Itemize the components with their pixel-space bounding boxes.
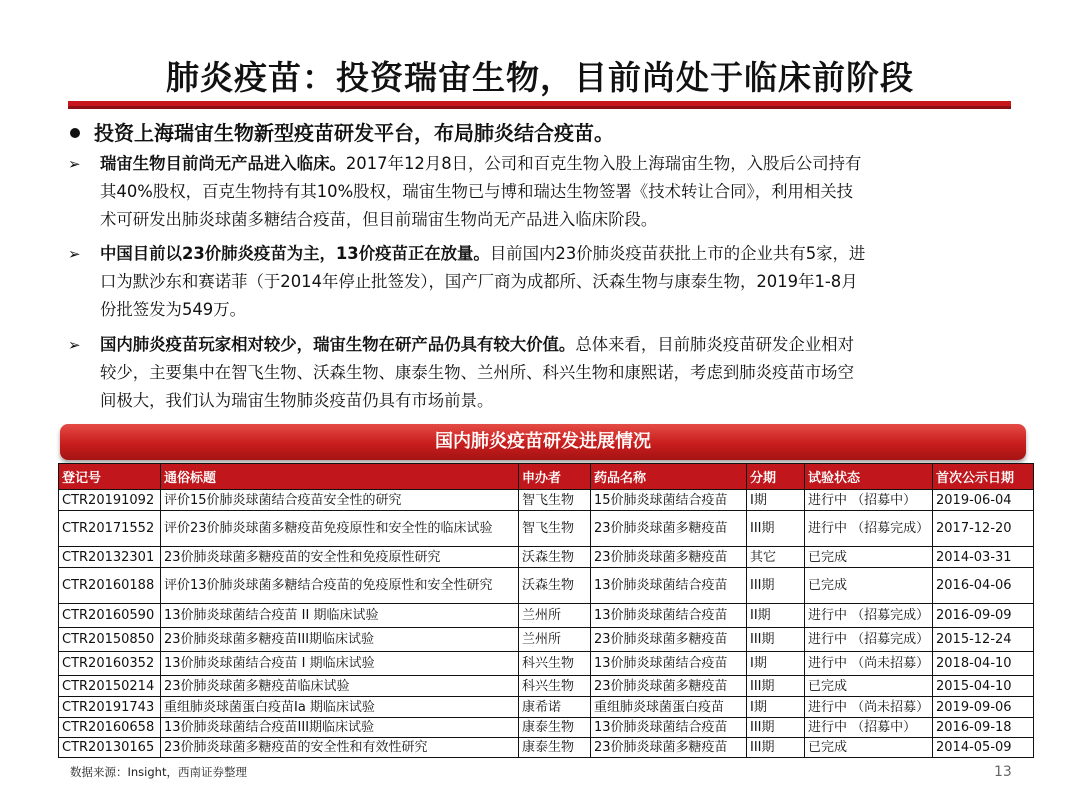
cell-date: 2014-05-09 bbox=[933, 738, 1034, 758]
paragraph-1 bbox=[68, 150, 1016, 234]
table-header-row bbox=[59, 464, 1034, 490]
paragraph-1-line-1: 2017年12月8日，公司和百克生物入股上海瑞宙生物，入股后公司持有 bbox=[345, 154, 862, 173]
cell-date: 2016-09-18 bbox=[933, 718, 1034, 738]
cell-status: 进行中 （招募中） bbox=[805, 718, 933, 738]
table-row bbox=[59, 568, 1034, 604]
cell-status: 已完成 bbox=[805, 568, 933, 604]
cell-id: CTR20150850 bbox=[59, 628, 161, 652]
cell-title: 23价肺炎球菌多糖疫苗临床试验 bbox=[161, 676, 519, 697]
cell-date: 2017-12-20 bbox=[933, 511, 1034, 547]
data-source-note: 数据来源：Insight，西南证券整理 bbox=[70, 765, 247, 779]
paragraph-3-line-2: 较少，主要集中在智飞生物、沃森生物、康泰生物、兰州所、科兴生物和康熙诺，考虑到肺炎疫苗市场空 bbox=[100, 363, 854, 382]
paragraph-3-line-3: 间极大，我们认为瑞宙生物肺炎疫苗仍具有市场前景。 bbox=[100, 391, 494, 410]
paragraph-2-line-1: 目前国内23价肺炎疫苗获批上市的企业共有5家，进 bbox=[489, 244, 866, 263]
cell-drug: 23价肺炎球菌多糖疫苗 bbox=[591, 628, 747, 652]
cell-id: CTR20171552 bbox=[59, 511, 161, 547]
cell-status: 进行中 （招募中） bbox=[805, 490, 933, 511]
cell-sponsor: 康泰生物 bbox=[519, 738, 591, 758]
cell-drug: 13价肺炎球菌结合疫苗 bbox=[591, 604, 747, 628]
cell-sponsor: 智飞生物 bbox=[519, 511, 591, 547]
cell-drug: 23价肺炎球菌多糖疫苗 bbox=[591, 547, 747, 568]
table-row bbox=[59, 676, 1034, 697]
cell-date: 2015-12-24 bbox=[933, 628, 1034, 652]
cell-title: 13价肺炎球菌结合疫苗 I 期临床试验 bbox=[161, 652, 519, 676]
cell-phase: III期 bbox=[747, 628, 805, 652]
cell-status: 已完成 bbox=[805, 547, 933, 568]
paragraph-3 bbox=[68, 331, 1016, 415]
paragraph-2 bbox=[68, 240, 1016, 324]
cell-sponsor: 智飞生物 bbox=[519, 490, 591, 511]
cell-id: CTR20160658 bbox=[59, 718, 161, 738]
arrow-bullet-icon: ➢ bbox=[68, 336, 81, 354]
table-row bbox=[59, 628, 1034, 652]
cell-sponsor: 兰州所 bbox=[519, 604, 591, 628]
cell-drug: 13价肺炎球菌结合疫苗 bbox=[591, 652, 747, 676]
cell-id: CTR20150214 bbox=[59, 676, 161, 697]
cell-status: 进行中 （招募完成） bbox=[805, 628, 933, 652]
main-bullet bbox=[70, 117, 614, 146]
cell-title: 13价肺炎球菌结合疫苗 II 期临床试验 bbox=[161, 604, 519, 628]
cell-drug: 13价肺炎球菌结合疫苗 bbox=[591, 718, 747, 738]
paragraph-3-line-1: 总体来看，目前肺炎疫苗研发企业相对 bbox=[575, 335, 854, 354]
table-row bbox=[59, 547, 1034, 568]
col-header-id: 登记号 bbox=[59, 464, 161, 490]
cell-title: 23价肺炎球菌多糖疫苗III期临床试验 bbox=[161, 628, 519, 652]
arrow-bullet-icon: ➢ bbox=[68, 245, 81, 263]
page-title: 肺炎疫苗：投资瑞宙生物，目前尚处于临床前阶段 bbox=[166, 58, 914, 97]
col-header-title: 通俗标题 bbox=[161, 464, 519, 490]
cell-phase: I期 bbox=[747, 652, 805, 676]
cell-id: CTR20160188 bbox=[59, 568, 161, 604]
cell-title: 23价肺炎球菌多糖疫苗的安全性和免疫原性研究 bbox=[161, 547, 519, 568]
cell-phase: III期 bbox=[747, 676, 805, 697]
main-bullet-text: 投资上海瑞宙生物新型疫苗研发平台，布局肺炎结合疫苗。 bbox=[94, 121, 614, 145]
cell-status: 进行中 （招募完成） bbox=[805, 511, 933, 547]
col-header-sponsor: 申办者 bbox=[519, 464, 591, 490]
cell-drug: 13价肺炎球菌结合疫苗 bbox=[591, 568, 747, 604]
col-header-drug: 药品名称 bbox=[591, 464, 747, 490]
cell-status: 进行中 （招募完成） bbox=[805, 604, 933, 628]
col-header-date: 首次公示日期 bbox=[933, 464, 1034, 490]
table-banner: 国内肺炎疫苗研发进展情况 bbox=[60, 424, 1026, 460]
paragraph-3-heading: 国内肺炎疫苗玩家相对较少，瑞宙生物在研产品仍具有较大价值。 bbox=[100, 335, 576, 354]
cell-sponsor: 科兴生物 bbox=[519, 676, 591, 697]
cell-id: CTR20191743 bbox=[59, 697, 161, 718]
table-row bbox=[59, 604, 1034, 628]
cell-status: 进行中 （尚未招募） bbox=[805, 697, 933, 718]
cell-id: CTR20191092 bbox=[59, 490, 161, 511]
cell-id: CTR20130165 bbox=[59, 738, 161, 758]
cell-title: 重组肺炎球菌蛋白疫苗Ia 期临床试验 bbox=[161, 697, 519, 718]
cell-sponsor: 康泰生物 bbox=[519, 718, 591, 738]
arrow-bullet-icon: ➢ bbox=[68, 155, 81, 173]
cell-sponsor: 科兴生物 bbox=[519, 652, 591, 676]
cell-drug: 15价肺炎球菌结合疫苗 bbox=[591, 490, 747, 511]
cell-phase: II期 bbox=[747, 604, 805, 628]
cell-phase: 其它 bbox=[747, 547, 805, 568]
cell-status: 已完成 bbox=[805, 738, 933, 758]
col-header-phase: 分期 bbox=[747, 464, 805, 490]
table-row bbox=[59, 718, 1034, 738]
cell-title: 13价肺炎球菌结合疫苗III期临床试验 bbox=[161, 718, 519, 738]
title-underline bbox=[68, 101, 1011, 109]
cell-phase: III期 bbox=[747, 511, 805, 547]
cell-id: CTR20160352 bbox=[59, 652, 161, 676]
table-row bbox=[59, 490, 1034, 511]
cell-date: 2014-03-31 bbox=[933, 547, 1034, 568]
paragraph-2-line-3: 份批签发为549万。 bbox=[100, 300, 247, 319]
cell-phase: III期 bbox=[747, 738, 805, 758]
cell-date: 2019-09-06 bbox=[933, 697, 1034, 718]
table-row bbox=[59, 738, 1034, 758]
bullet-dot-icon bbox=[70, 128, 80, 138]
table-row bbox=[59, 697, 1034, 718]
cell-sponsor: 沃森生物 bbox=[519, 568, 591, 604]
table-row bbox=[59, 652, 1034, 676]
cell-date: 2019-06-04 bbox=[933, 490, 1034, 511]
cell-date: 2018-04-10 bbox=[933, 652, 1034, 676]
paragraph-1-line-3: 术可研发出肺炎球菌多糖结合疫苗，但目前瑞宙生物尚无产品进入临床阶段。 bbox=[100, 210, 658, 229]
cell-date: 2016-04-06 bbox=[933, 568, 1034, 604]
paragraph-1-line-2: 其40%股权，百克生物持有其10%股权，瑞宙生物已与博和瑞达生物签署《技术转让合同》，利用相关技 bbox=[100, 182, 854, 201]
cell-sponsor: 兰州所 bbox=[519, 628, 591, 652]
paragraph-1-heading: 瑞宙生物目前尚无产品进入临床。 bbox=[100, 154, 346, 173]
cell-status: 进行中 （尚未招募） bbox=[805, 652, 933, 676]
cell-title: 评价13价肺炎球菌多糖结合疫苗的免疫原性和安全性研究 bbox=[161, 568, 519, 604]
cell-title: 23价肺炎球菌多糖疫苗的安全性和有效性研究 bbox=[161, 738, 519, 758]
paragraph-2-line-2: 口为默沙东和赛诺菲（于2014年停止批签发），国产厂商为成都所、沃森生物与康泰生物，2019年1-8月 bbox=[100, 272, 858, 291]
cell-phase: I期 bbox=[747, 697, 805, 718]
cell-phase: III期 bbox=[747, 568, 805, 604]
table-row bbox=[59, 511, 1034, 547]
cell-title: 评价15价肺炎球菌结合疫苗安全性的研究 bbox=[161, 490, 519, 511]
cell-sponsor: 康希诺 bbox=[519, 697, 591, 718]
cell-drug: 重组肺炎球菌蛋白疫苗 bbox=[591, 697, 747, 718]
cell-sponsor: 沃森生物 bbox=[519, 547, 591, 568]
cell-drug: 23价肺炎球菌多糖疫苗 bbox=[591, 511, 747, 547]
col-header-status: 试验状态 bbox=[805, 464, 933, 490]
cell-phase: I期 bbox=[747, 490, 805, 511]
cell-id: CTR20160590 bbox=[59, 604, 161, 628]
cell-drug: 23价肺炎球菌多糖疫苗 bbox=[591, 738, 747, 758]
page-number: 13 bbox=[994, 764, 1012, 780]
cell-id: CTR20132301 bbox=[59, 547, 161, 568]
cell-date: 2015-04-10 bbox=[933, 676, 1034, 697]
cell-date: 2016-09-09 bbox=[933, 604, 1034, 628]
paragraph-2-heading: 中国目前以23价肺炎疫苗为主，13价疫苗正在放量。 bbox=[100, 244, 490, 263]
clinical-trials-table bbox=[58, 463, 1034, 758]
cell-status: 已完成 bbox=[805, 676, 933, 697]
cell-title: 评价23价肺炎球菌多糖疫苗免疫原性和安全性的临床试验 bbox=[161, 511, 519, 547]
cell-drug: 23价肺炎球菌多糖疫苗 bbox=[591, 676, 747, 697]
cell-phase: III期 bbox=[747, 718, 805, 738]
